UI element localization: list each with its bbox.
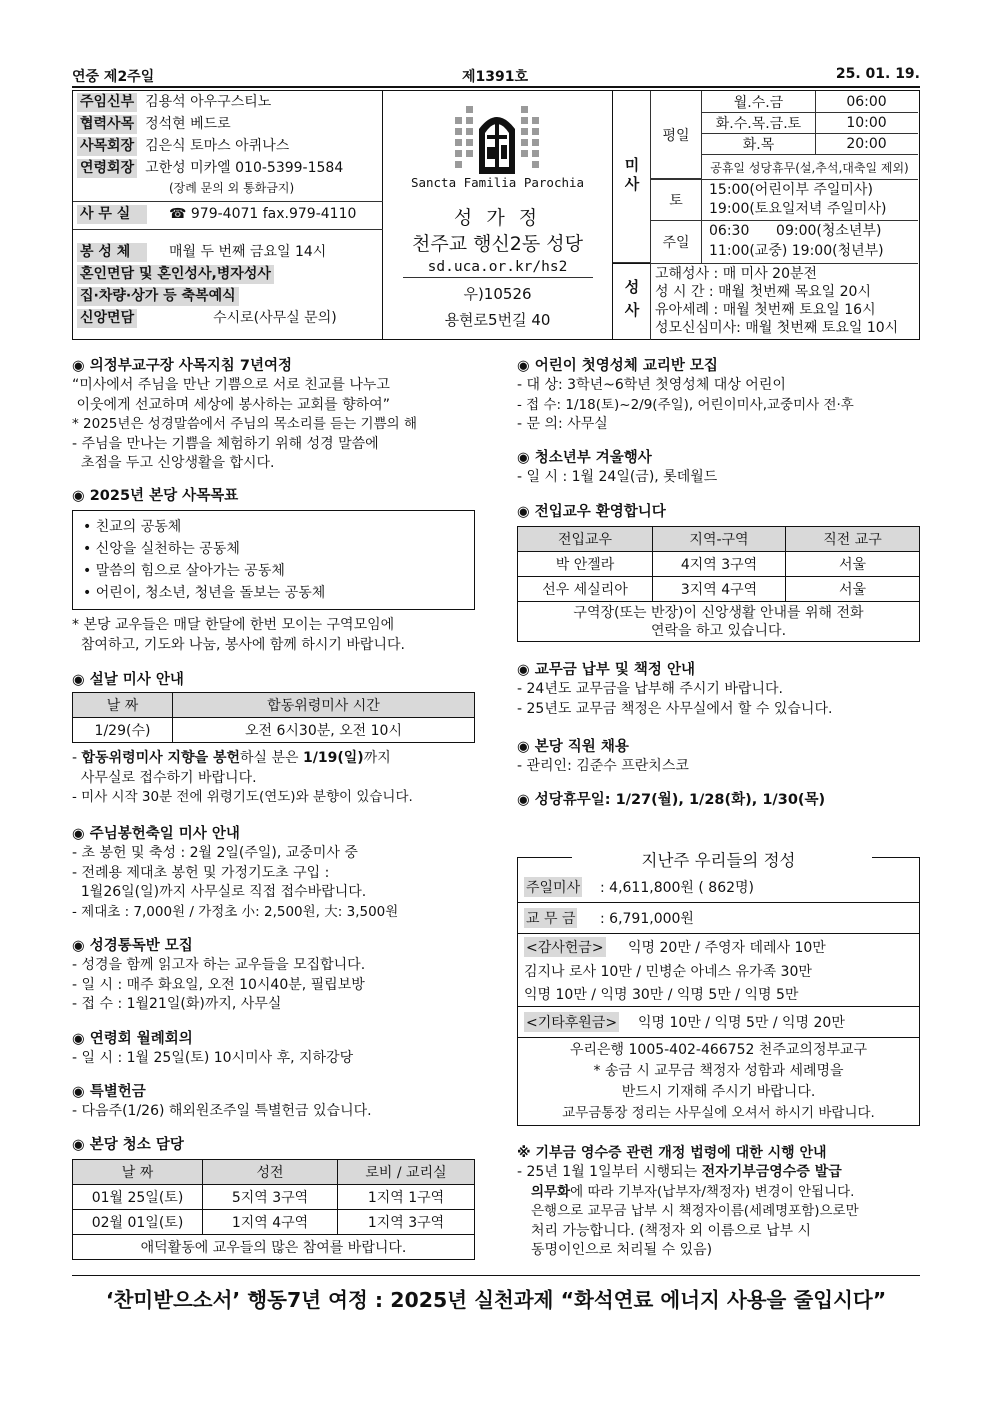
mass-label: 미사 — [622, 157, 641, 195]
section-title: ◉ 설날 미사 안내 — [72, 672, 184, 688]
presentation-feast-section — [72, 824, 477, 922]
text-line: - 다음주(1/26) 해외원조주일 특별헌금 있습니다. — [72, 1103, 372, 1119]
text-line: 처리 가능합니다. (책정자 외 이름으로 납부 시 — [531, 1222, 812, 1239]
divider — [517, 857, 518, 873]
tax-receipt-notice — [517, 1143, 920, 1261]
text-line: - 일 시 : 1월 24일(금), 롯데월드 — [517, 469, 718, 485]
text-line: - 전례용 제대초 봉헌 및 가정기도초 구입 : — [72, 864, 330, 881]
label: <감사헌금> — [524, 937, 606, 957]
church-name-full: 천주교 행신2동 성당 — [412, 233, 583, 255]
text-line: 은행으로 교무금 납부 시 책정자이름(세례명포함)으로만 — [531, 1203, 859, 1219]
church-name: 성 가 정 — [453, 207, 542, 229]
address: 용현로5번길 40 — [444, 311, 551, 329]
goal-item: • 신앙을 실천하는 공동체 — [83, 541, 240, 557]
section-title: ◉ 성경통독반 모집 — [72, 938, 193, 954]
cleaning-table — [72, 1159, 475, 1260]
text-line: 동명이인으로 처리될 수 있음) — [531, 1242, 713, 1258]
divider — [73, 201, 383, 202]
section-title: ◉ 청소년부 겨울행사 — [517, 450, 652, 466]
table-row — [73, 1185, 475, 1210]
text-line: 참여하고, 기도와 나눔, 봉사에 함께 하시기 바랍니다. — [72, 636, 405, 653]
weekday-days: 화.수.목.금.토 — [715, 116, 802, 132]
text-line: - 성경을 함께 읽고자 하는 교우들을 모집합니다. — [72, 957, 366, 973]
text-line: - 25년도 교무금 책정은 사무실에서 할 수 있습니다. — [517, 700, 833, 717]
cleaning-duty-section — [72, 1135, 477, 1260]
text-line: 초점을 두고 신앙생활을 합시다. — [72, 455, 275, 471]
text-line: 이웃에게 선교하며 세상에 봉사하는 교회를 향하여” — [72, 396, 390, 413]
section-title: ◉ 전입교우 환영합니다 — [517, 504, 666, 520]
bank-info — [517, 1038, 920, 1126]
staff-row: 연령회장 고한성 미카엘 010-5399-1584 — [77, 159, 343, 179]
table-cell: 02월 01일(토) — [73, 1210, 203, 1235]
text-line — [72, 749, 477, 769]
text-line: - 미사 시작 30분 전에 위령기도(연도)와 분향이 있습니다. — [72, 789, 413, 805]
first-communion-section — [517, 356, 920, 435]
sacrament-line: 성 시 간 : 매월 첫번째 목요일 20시 — [655, 284, 871, 300]
text-line: 1월26일(일)까지 사무실로 직접 접수바랍니다. — [72, 884, 367, 900]
text: 합동위령미사 지향을 봉헌 — [81, 750, 241, 766]
text-line: 우리은행 1005-402-466752 천주교의정부교구 — [569, 1042, 868, 1058]
divider — [73, 229, 383, 230]
section-title: ◉ 2025년 본당 사목목표 — [72, 488, 239, 504]
table-header: 합동위령미사 시간 — [173, 693, 475, 718]
thanks-row — [517, 934, 920, 1007]
text: 까지 — [363, 750, 391, 766]
table-cell: 박 안젤라 — [518, 552, 653, 577]
pastoral-guideline-section — [72, 356, 477, 474]
latin-name: Sancta Familia Parochia — [410, 175, 585, 190]
section-title: ◉ 어린이 첫영성체 교리반 모집 — [517, 358, 718, 374]
header-box — [72, 90, 920, 340]
sunday-mass: 11:00(교중) 19:00(청년부) — [709, 243, 884, 259]
postal-code: 우)10526 — [463, 285, 532, 303]
service-row: 집·차량·상가 등 축복예식 — [77, 287, 239, 307]
sacrament-line: 유아세례 : 매월 첫번째 토요일 16시 — [655, 302, 876, 318]
staff-row: 사목회장 김은식 토마스 아퀴나스 — [77, 137, 289, 157]
table-header: 날 짜 — [73, 693, 173, 718]
value: 김지나 로사 10만 / 민병순 아네스 유가족 30만 — [524, 964, 812, 980]
other-row — [517, 1007, 920, 1038]
sacrament-label: 성사 — [622, 279, 641, 325]
staff-note: (장례 문의 외 통화금지) — [169, 181, 295, 195]
footer-slogan: ‘찬미받으소서’ 행동7년 여정 : 2025년 실천과제 “화석연료 에너지 사용을 줄입시다” — [105, 1288, 887, 1312]
text-line: 교무금통장 정리는 사무실에 오셔서 하시기 바랍니다. — [562, 1105, 875, 1121]
label: 교 무 금 — [524, 908, 577, 928]
issue-number: 제1391호 — [462, 69, 529, 85]
table-row — [518, 552, 920, 577]
text-line: “미사에서 주님을 만난 기쁨으로 서로 친교를 나누고 — [72, 377, 390, 393]
table-cell: 오전 6시30분, 오전 10시 — [173, 718, 475, 743]
section-title: ◉ 특별헌금 — [72, 1084, 146, 1100]
section-title: ◉ 본당 직원 채용 — [517, 739, 629, 755]
table-header: 로비 / 교리실 — [338, 1160, 475, 1185]
value: 익명 10만 / 익명 5만 / 익명 20만 — [638, 1015, 845, 1031]
bible-reading-section — [72, 936, 477, 1015]
table-cell: 1지역 1구역 — [338, 1185, 475, 1210]
church-logo-icon — [449, 101, 545, 181]
text-line: - 대 상: 3학년~6학년 첫영성체 대상 어린이 — [517, 377, 786, 393]
value: 익명 10만 / 익명 30만 / 익명 5만 / 익명 5만 — [524, 987, 799, 1003]
text: - — [72, 750, 82, 766]
text: 전자기부금영수증 발급 — [701, 1164, 842, 1180]
dues-section — [517, 660, 920, 719]
text-line: * 2025년은 성경말씀에서 주님의 목소리를 듣는 기쁨의 해 — [72, 416, 418, 432]
table-cell: 01월 25일(토) — [73, 1185, 203, 1210]
funeral-society-section — [72, 1029, 477, 1069]
table-header: 직전 교구 — [786, 527, 920, 552]
text: 의무화 — [531, 1183, 571, 1200]
table-footer — [518, 602, 920, 642]
text: 구역장(또는 반장)이 신앙생활 안내를 위해 전화 — [573, 604, 864, 621]
saturday-mass: 19:00(토요일저녁 주일미사) — [709, 201, 887, 217]
issue-date: 25. 01. 19. — [835, 66, 920, 82]
table-header: 전입교우 — [518, 527, 653, 552]
lunar-new-year-section — [72, 670, 477, 808]
saturday-label: 토 — [669, 193, 683, 209]
closure-section — [517, 790, 920, 810]
text-line: 사무실로 접수하기 바랍니다. — [72, 769, 257, 786]
text-line: 반드시 기재해 주시기 바랍니다. — [621, 1084, 816, 1100]
table-header: 날 짜 — [73, 1160, 203, 1185]
section-title: ◉ 성당휴무일: 1/27(월), 1/28(화), 1/30(목) — [517, 792, 826, 808]
section-title: ◉ 의정부교구장 사목지침 7년여정 — [72, 358, 292, 374]
label: 주일미사 — [524, 877, 582, 897]
sacrament-line: 성모신심미사: 매월 첫번째 토요일 10시 — [655, 320, 899, 336]
weekday-days: 월.수.금 — [733, 95, 784, 111]
goal-item: • 친교의 공동체 — [83, 519, 182, 535]
youth-winter-section — [517, 448, 920, 488]
table-cell: 1지역 4구역 — [203, 1210, 338, 1235]
staff-row: 주임신부 김용석 아우구스티노 — [77, 93, 271, 113]
special-collection-section — [72, 1082, 477, 1122]
text-line: - 문 의: 사무실 — [517, 416, 608, 432]
table-header: 지역-구역 — [653, 527, 786, 552]
text-line: - 초 봉헌 및 축성 : 2월 2일(주일), 교중미사 중 — [72, 845, 358, 861]
church-identity — [383, 91, 613, 339]
staff-row: 협력사목 정석현 베드로 — [77, 115, 231, 135]
table-cell: 1지역 3구역 — [338, 1210, 475, 1235]
weekday-time: 20:00 — [846, 136, 887, 152]
table-cell: 3지역 4구역 — [653, 577, 786, 602]
weekday-days: 화.목 — [742, 137, 775, 153]
table-cell: 1/29(수) — [73, 718, 173, 743]
text: 에 따라 기부자(납부자/책정자) 변경이 안됩니다. — [570, 1183, 855, 1200]
value: 익명 20만 / 주영자 데레사 10만 — [628, 940, 826, 956]
service-row: 봉 성 체 매월 두 번째 금요일 14시 — [77, 243, 326, 263]
office-row: 사 무 실 ☎ 979-4071 fax.979-4110 — [77, 205, 356, 225]
table-cell: 선우 세실리아 — [518, 577, 653, 602]
parish-goals-section — [72, 486, 477, 655]
saturday-mass: 15:00(어린이부 주일미사) — [709, 182, 873, 198]
dues-row — [517, 903, 920, 934]
top-rule — [72, 86, 920, 88]
website-link[interactable]: sd.uca.or.kr/hs2 — [427, 259, 568, 275]
text-line: - 일 시 : 1월 25일(토) 10시미사 후, 지하강당 — [72, 1050, 354, 1066]
offering-title: 지난주 우리들의 정성 — [641, 851, 796, 870]
liturgical-season: 연중 제2주일 — [72, 69, 155, 85]
table-cell: 서울 — [786, 552, 920, 577]
new-parishioners-section — [517, 502, 920, 642]
text-line: * 본당 교우들은 매달 한달에 한번 모이는 구역모임에 — [72, 617, 395, 633]
section-title: ※ 기부금 영수증 관련 개정 법령에 대한 시행 안내 — [517, 1145, 827, 1161]
divider — [403, 277, 593, 278]
footer-rule — [72, 1275, 920, 1276]
table-header: 성전 — [203, 1160, 338, 1185]
text: 연락을 하고 있습니다. — [650, 622, 787, 639]
table-row — [73, 1210, 475, 1235]
table-cell: 서울 — [786, 577, 920, 602]
section-title: ◉ 연령회 월례회의 — [72, 1031, 193, 1047]
text-line: - 접 수 : 1월21일(화)까지, 사무실 — [72, 996, 282, 1012]
parish-staff-panel — [73, 91, 383, 339]
weekday-time: 10:00 — [846, 115, 887, 131]
text-line: - 제대초 : 7,000원 / 가정초 小: 2,500원, 大: 3,500원 — [72, 903, 399, 920]
table-footer: 애덕활동에 교우들의 많은 참여를 바랍니다. — [73, 1235, 475, 1260]
section-title: ◉ 주님봉헌축일 미사 안내 — [72, 826, 240, 842]
text: - 25년 1월 1일부터 시행되는 — [517, 1164, 702, 1180]
text-line: * 송금 시 교무금 책정자 성함과 세례명을 — [593, 1063, 844, 1079]
text-line: - 일 시 : 매주 화요일, 오전 10시40분, 필립보방 — [72, 976, 365, 993]
value: : 4,611,800원 ( 862명) — [600, 880, 755, 896]
service-row: 신앙면담 수시로(사무실 문의) — [77, 309, 337, 329]
text-line: - 주님을 만나는 기쁨을 체험하기 위해 성경 말씀에 — [72, 435, 379, 452]
weekday-label: 평일 — [662, 128, 690, 144]
value: : 6,791,000원 — [600, 911, 694, 927]
label: <기타후원금> — [524, 1012, 619, 1032]
new-year-table — [72, 692, 475, 743]
sunday-mass: 06:30 09:00(청소년부) — [709, 223, 882, 239]
text: 하실 분은 — [240, 750, 304, 766]
table-cell: 4지역 3구역 — [653, 552, 786, 577]
new-parishioners-table — [517, 526, 920, 642]
sacrament-line: 고해성사 : 매 미사 20분전 — [655, 266, 818, 282]
issue-header — [72, 64, 920, 86]
divider — [919, 857, 920, 873]
goals-box — [72, 510, 475, 610]
text-line: - 관리인: 김준수 프란치스코 — [517, 758, 689, 774]
text-line: - 24년도 교무금을 납부해 주시기 바랍니다. — [517, 681, 783, 697]
text-line: - 접 수: 1/18(토)~2/9(주일), 어린이미사,교중미사 전·후 — [517, 396, 854, 413]
section-title: ◉ 본당 청소 담당 — [72, 1137, 184, 1153]
goal-item: • 말씀의 힘으로 살아가는 공동체 — [83, 563, 285, 579]
section-title: ◉ 교무금 납부 및 책정 안내 — [517, 662, 695, 678]
sunday-row — [517, 872, 920, 903]
mass-schedule-panel — [613, 91, 918, 339]
text-line — [517, 1163, 920, 1183]
weekday-time: 06:00 — [846, 94, 887, 110]
goal-item: • 어린이, 청소년, 청년을 돌보는 공동체 — [83, 585, 326, 601]
table-cell: 5지역 3구역 — [203, 1185, 338, 1210]
hiring-section — [517, 737, 920, 777]
text: 1/19(일) — [303, 750, 364, 766]
table-row — [518, 577, 920, 602]
sunday-label: 주일 — [662, 235, 690, 251]
text-line — [517, 1183, 920, 1203]
service-row: 혼인면담 및 혼인성사,병자성사 — [77, 265, 274, 285]
holiday-note: 공휴일 성당휴무(설,추석,대축일 제외) — [710, 160, 909, 175]
